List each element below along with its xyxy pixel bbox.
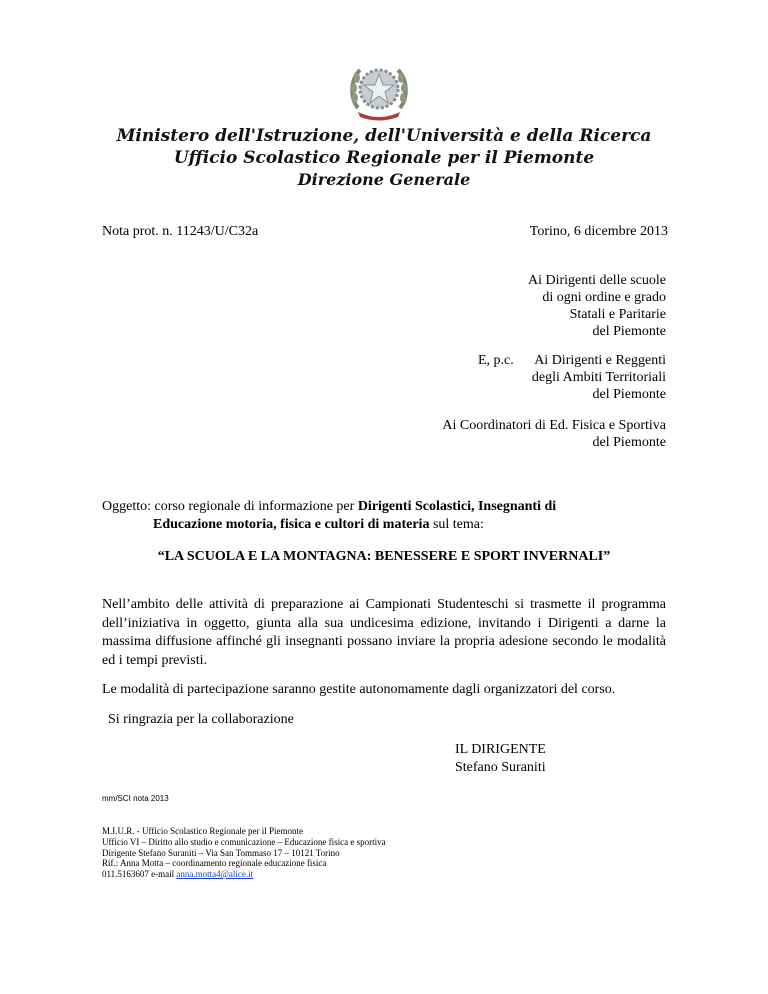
subject-line-2 — [153, 516, 484, 533]
place-date: Torino, 6 dicembre 2013 — [529, 224, 668, 239]
recipient-line: Ai Dirigenti delle scuole — [527, 273, 666, 288]
subject-line-1 — [102, 498, 556, 515]
footer-line: Ufficio VI – Diritto allo studio e comunicazione – Educazione fisica e sportiva — [102, 836, 386, 847]
footer-phone: 011.5163607 e-mail — [102, 869, 177, 880]
recipient-line: del Piemonte — [592, 324, 666, 339]
subject-suffix: sul tema: — [429, 517, 484, 532]
recipients-group-3 — [246, 417, 666, 451]
signature-role: IL DIRIGENTE — [455, 742, 546, 757]
cc-label: E, p.c. — [478, 353, 514, 368]
body-paragraph-2: Le modalità di partecipazione saranno gestite autonomamente dagli organizzatori del corso. — [102, 682, 616, 697]
header-ministry: Ministero dell'Istruzione, dell'Università e della Ricerca — [116, 126, 652, 146]
recipient-line: degli Ambiti Territoriali — [531, 370, 666, 385]
header-office: Ufficio Scolastico Regionale per il Piemonte — [173, 148, 595, 168]
subject-prefix: Oggetto: corso regionale di informazione per — [102, 499, 358, 514]
recipient-line: di ogni ordine e grado — [542, 290, 666, 305]
header-direction: Direzione Generale — [297, 170, 471, 189]
footer-line — [102, 869, 386, 880]
recipient-line: Statali e Paritarie — [569, 307, 666, 322]
footer — [102, 826, 386, 880]
subject-title: “LA SCUOLA E LA MONTAGNA: BENESSERE E SPORT INVERNALI” — [157, 549, 611, 564]
recipient-line: Ai Dirigenti e Reggenti — [534, 353, 666, 368]
footer-line: M.I.U.R. - Ufficio Scolastico Regionale per il Piemonte — [102, 826, 304, 836]
recipient-line: del Piemonte — [592, 435, 666, 450]
subject-bold-2: Educazione motoria, fisica e cultori di materia — [153, 517, 430, 532]
signature-name: Stefano Suraniti — [455, 760, 546, 775]
reference-code: mm/SCI nota 2013 — [102, 794, 169, 803]
footer-line: Dirigente Stefano Suraniti – Via San Tommaso 17 – 10121 Torino — [102, 847, 340, 858]
body-paragraph-3: Si ringrazia per la collaborazione — [108, 712, 294, 727]
emblem-of-italy-icon — [346, 58, 412, 124]
footer-line: Rif.: Anna Motta – coordinamento regionale educazione fisica — [102, 858, 327, 869]
recipient-line: Ai Coordinatori di Ed. Fisica e Sportiva — [442, 418, 666, 433]
body-paragraph-1: Nell’ambito delle attività di preparazione ai Campionati Studenteschi si trasmette il programma dell’iniziativa in oggetto, giunta alla sua undicesima edizione, invitando i Dirigenti a darne la massima diffusione affinché gli insegnanti possano inviare la propria adesione secondo le modalità ed i tempi previsti. — [102, 597, 666, 668]
recipient-line: del Piemonte — [592, 387, 666, 402]
recipients-group-2 — [306, 352, 666, 403]
subject-bold-1: Dirigenti Scolastici, Insegnanti di — [357, 499, 557, 514]
email-link[interactable]: anna.motta4@alice.it — [176, 869, 254, 880]
protocol-number: Nota prot. n. 11243/U/C32a — [102, 224, 259, 239]
recipients-group-1 — [306, 272, 666, 340]
